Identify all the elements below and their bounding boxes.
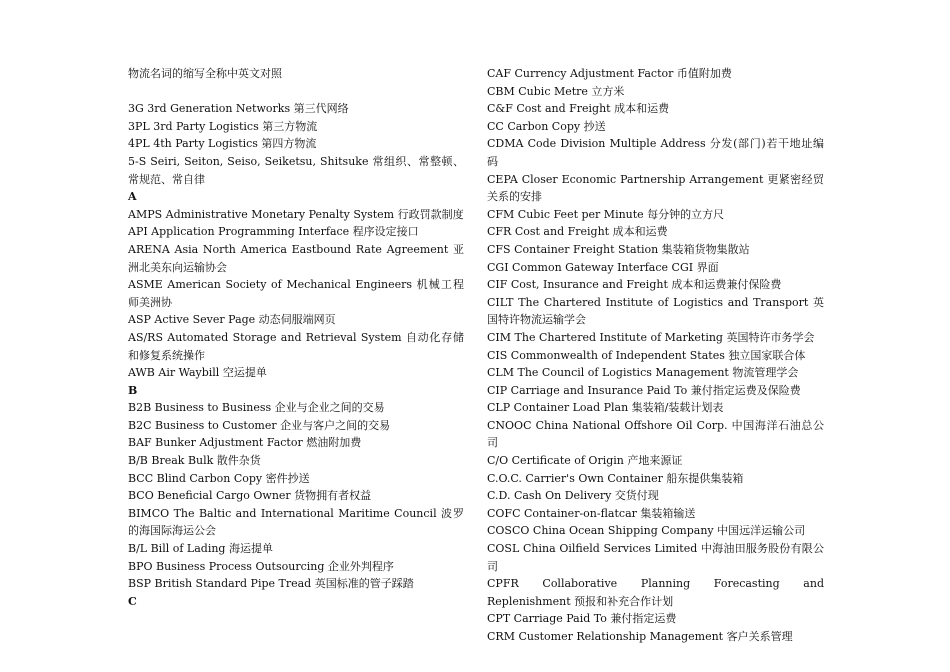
glossary-entry: API Application Programming Interface 程序设定接口 bbox=[128, 225, 419, 239]
section-letter: A bbox=[128, 190, 137, 204]
glossary-entry: 4PL 4th Party Logistics 第四方物流 bbox=[128, 137, 317, 151]
glossary-entry: ASME American Society of Mechanical Engineers 机械工程师美洲协 bbox=[128, 278, 464, 309]
glossary-entry: BIMCO The Baltic and International Maritime Council 波罗的海国际海运公会 bbox=[128, 506, 464, 538]
glossary-entry: CIM The Chartered Institute of Marketing 英国特许市务学会 bbox=[487, 330, 815, 344]
right-column bbox=[487, 65, 824, 646]
glossary-entry: CNOOC China National Offshore Oil Corp. 中国海洋石油总公司 bbox=[487, 418, 824, 450]
glossary-entry: CFS Container Freight Station 集装箱货物集散站 bbox=[487, 242, 750, 256]
glossary-entry: COFC Container-on-flatcar 集装箱输送 bbox=[487, 506, 696, 520]
section-letter: C bbox=[128, 594, 137, 608]
glossary-entry: CDMA Code Division Multiple Address 分发(部门)若干地址编码 bbox=[487, 137, 824, 168]
glossary-entry: COSL China Oilfield Services Limited 中海油田服务股份有限公司 bbox=[487, 542, 824, 573]
glossary-entry: AMPS Administrative Monetary Penalty System 行政罚款制度 bbox=[128, 207, 464, 221]
glossary-entry: CAF Currency Adjustment Factor 币值附加费 bbox=[487, 67, 732, 80]
glossary-entry: BCC Blind Carbon Copy 密件抄送 bbox=[128, 471, 310, 485]
left-entry-list bbox=[128, 100, 464, 610]
glossary-entry: CIP Carriage and Insurance Paid To 兼付指定运费及保险费 bbox=[487, 383, 801, 397]
glossary-entry: CGI Common Gateway Interface CGI 界面 bbox=[487, 260, 719, 274]
section-letter: B bbox=[128, 383, 138, 397]
glossary-entry: CIS Commonwealth of Independent States 独立国家联合体 bbox=[487, 348, 806, 362]
glossary-entry: CFR Cost and Freight 成本和运费 bbox=[487, 225, 668, 239]
glossary-entry: CRM Customer Relationship Management 客户关系管理 bbox=[487, 630, 793, 643]
glossary-entry: 3PL 3rd Party Logistics 第三方物流 bbox=[128, 119, 318, 133]
glossary-entry: AS/RS Automated Storage and Retrieval System 自动化存储和修复系统操作 bbox=[128, 330, 464, 362]
left-column bbox=[128, 65, 464, 610]
glossary-entry: COSCO China Ocean Shipping Company 中国远洋运输公司 bbox=[487, 524, 806, 538]
glossary-entry: CLM The Council of Logistics Management 物流管理学会 bbox=[487, 366, 799, 380]
glossary-entry: 5-S Seiri, Seiton, Seiso, Seiketsu, Shitsuke 常组织、常整顿、常规范、常自律 bbox=[128, 154, 464, 186]
glossary-entry: CFM Cubic Feet per Minute 每分钟的立方尺 bbox=[487, 207, 725, 221]
glossary-entry: C.O.C. Carrier's Own Container 船东提供集装箱 bbox=[487, 471, 744, 485]
glossary-entry: BSP British Standard Pipe Tread 英国标准的管子踩踏 bbox=[128, 577, 414, 591]
glossary-entry: CBM Cubic Metre 立方米 bbox=[487, 84, 625, 98]
glossary-entry: ASP Active Sever Page 动态伺服端网页 bbox=[128, 313, 336, 327]
title-spacer bbox=[128, 83, 464, 101]
glossary-entry: BAF Bunker Adjustment Factor 燃油附加费 bbox=[128, 436, 362, 450]
glossary-entry: B2C Business to Customer 企业与客户之间的交易 bbox=[128, 418, 391, 432]
glossary-entry: BPO Business Process Outsourcing 企业外判程序 bbox=[128, 559, 394, 573]
glossary-entry: B/L Bill of Lading 海运提单 bbox=[128, 542, 273, 556]
glossary-entry: CILT The Chartered Institute of Logistics and Transport 英国特许物流运输学会 bbox=[487, 295, 824, 327]
glossary-entry: BCO Beneficial Cargo Owner 货物拥有者权益 bbox=[128, 489, 372, 503]
glossary-entry: AWB Air Waybill 空运提单 bbox=[128, 366, 267, 380]
glossary-entry: ARENA Asia North America Eastbound Rate Agreement 亚洲北美东向运输协会 bbox=[128, 242, 464, 274]
glossary-entry: CPFR Collaborative Planning Forecasting and Replenishment 预报和补充合作计划 bbox=[487, 577, 824, 608]
glossary-entry: CPT Carriage Paid To 兼付指定运费 bbox=[487, 612, 677, 626]
glossary-entry: CEPA Closer Economic Partnership Arrangement 更紧密经贸关系的安排 bbox=[487, 172, 824, 204]
glossary-entry: C.D. Cash On Delivery 交货付现 bbox=[487, 489, 659, 503]
glossary-entry: C&F Cost and Freight 成本和运费 bbox=[487, 102, 670, 116]
glossary-entry: 3G 3rd Generation Networks 第三代网络 bbox=[128, 102, 349, 116]
glossary-entry: CIF Cost, Insurance and Freight 成本和运费兼付保险费 bbox=[487, 278, 782, 292]
glossary-entry: C/O Certificate of Origin 产地来源证 bbox=[487, 454, 683, 468]
glossary-entry: B/B Break Bulk 散件杂货 bbox=[128, 454, 261, 468]
glossary-entry: CC Carbon Copy 抄送 bbox=[487, 119, 606, 133]
document-title: 物流名词的缩写全称中英文对照 bbox=[128, 67, 282, 80]
glossary-entry: CLP Container Load Plan 集装箱/装载计划表 bbox=[487, 401, 724, 415]
right-entry-list bbox=[487, 65, 824, 646]
glossary-entry: B2B Business to Business 企业与企业之间的交易 bbox=[128, 401, 385, 415]
